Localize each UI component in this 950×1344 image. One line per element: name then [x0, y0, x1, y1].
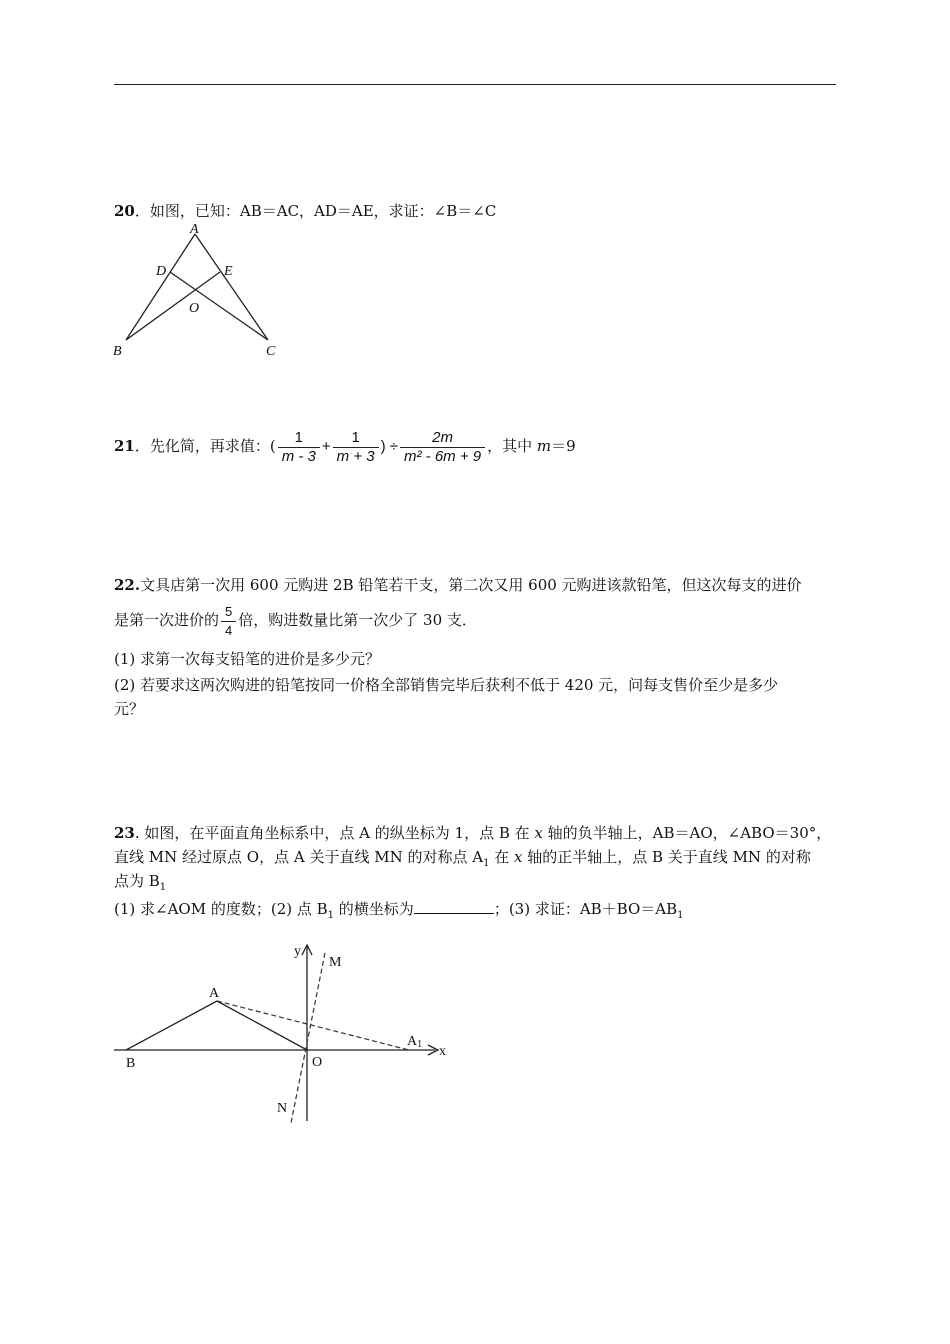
q23-text-4a: (1) 求∠AOM 的度数；(2) 点 B	[114, 900, 328, 918]
q22-fraction: $\frac{5}{4}$	[221, 603, 236, 640]
label-o: O	[189, 301, 200, 316]
q23-sub-2: 1	[159, 882, 167, 893]
label-a1: A1	[407, 1034, 423, 1050]
q23-x-var: x	[534, 824, 543, 842]
q22-text-2a: 是第一次进价的	[114, 611, 220, 629]
q23-line1	[114, 822, 831, 844]
q23-sub-1: 1	[483, 858, 490, 869]
q22-sub2-cont: 元？	[114, 700, 145, 718]
line-mn	[291, 953, 325, 1123]
q23-number: 23	[114, 824, 135, 842]
label-c: C	[266, 344, 276, 359]
q22-sub1: (1) 求第一次每支铅笔的进价是多少元？	[114, 650, 381, 668]
q22-number: 22.	[114, 576, 141, 594]
label-a: A	[209, 986, 220, 1001]
header-rule	[114, 84, 836, 85]
q21-divide: ) ÷	[380, 438, 399, 455]
q23-line3	[114, 870, 166, 899]
label-o: O	[312, 1055, 323, 1070]
segment-ab	[126, 234, 195, 340]
q21-fraction-2: $\frac{1}{m + 3}$	[333, 429, 379, 466]
segment-ac	[195, 234, 268, 340]
q20-number: 20	[114, 202, 135, 220]
q23-answer-blank[interactable]	[414, 898, 494, 914]
q21-plus: +	[321, 438, 331, 455]
q23-text-4c: ；(3) 求证：AB＋BO＝AB	[493, 900, 678, 918]
q23-text-1b: 轴的负半轴上，AB＝AO，∠ABO＝30°，	[542, 824, 832, 842]
label-b: B	[113, 344, 122, 359]
q23-text-2c: 轴的正半轴上，点 B 关于直线 MN 的对称	[522, 848, 811, 866]
q21-suffix-a: ，其中	[487, 437, 537, 455]
q21-var: m	[536, 437, 552, 455]
label-x: x	[439, 1044, 446, 1059]
label-a: A	[190, 222, 199, 237]
q22-text-2b: 倍，购进数量比第一次少了 30 支．	[238, 611, 477, 629]
q22-line2	[114, 600, 477, 640]
q23-x-var-2: x	[514, 848, 523, 866]
segment-ab	[126, 1001, 217, 1050]
label-b: B	[126, 1056, 136, 1071]
label-e: E	[224, 264, 233, 279]
q21-fraction-1: $\frac{1}{m - 3}$	[278, 429, 320, 466]
q20-statement	[114, 200, 496, 222]
q23-sub-3: 1	[327, 910, 335, 921]
q20-text: ．如图，已知：AB＝AC，AD＝AE，求证：∠B＝∠C	[134, 202, 497, 220]
segment-ao	[217, 1001, 307, 1050]
label-d: D	[156, 264, 167, 279]
q21-prefix: ．先化简，再求值：(	[134, 437, 276, 455]
q23-text-3: 点为 B	[114, 872, 160, 890]
q23-text-2a: 直线 MN 经过原点 O，点 A 关于直线 MN 的对称点 A	[114, 848, 484, 866]
label-y: y	[294, 944, 301, 959]
q22-sub2: (2) 若要求这两次购进的铅笔按同一价格全部销售完毕后获利不低于 420 元，问每支售价至少是多少	[114, 676, 779, 694]
segment-dc	[170, 272, 268, 340]
q23-figure	[110, 935, 470, 1130]
q21-suffix-b: ＝9	[551, 437, 576, 455]
q22-text-1: 文具店第一次用 600 元购进 2B 铅笔若干支，第二次又用 600 元购进该款铅笔，但这次每支的进价	[140, 576, 802, 594]
segment-aa1	[217, 1001, 409, 1050]
q21-statement	[114, 426, 576, 467]
q21-number: 21	[114, 437, 135, 455]
q23-text-1a: . 如图，在平面直角坐标系中，点 A 的纵坐标为 1，点 B 在	[134, 824, 535, 842]
q23-line2	[114, 846, 811, 875]
q20-figure	[110, 222, 290, 362]
segment-eb	[126, 272, 220, 340]
label-n: N	[277, 1101, 288, 1116]
q23-text-2b: 在	[489, 848, 514, 866]
q23-line4	[114, 898, 684, 927]
q23-sub-4: 1	[677, 910, 684, 921]
label-m: M	[329, 955, 342, 970]
q21-fraction-3: $\frac{2m}{\text{m² - 6m + 9}}$	[400, 429, 485, 466]
q22-line1	[114, 574, 802, 596]
q23-text-4b: 的横坐标为	[334, 900, 414, 918]
